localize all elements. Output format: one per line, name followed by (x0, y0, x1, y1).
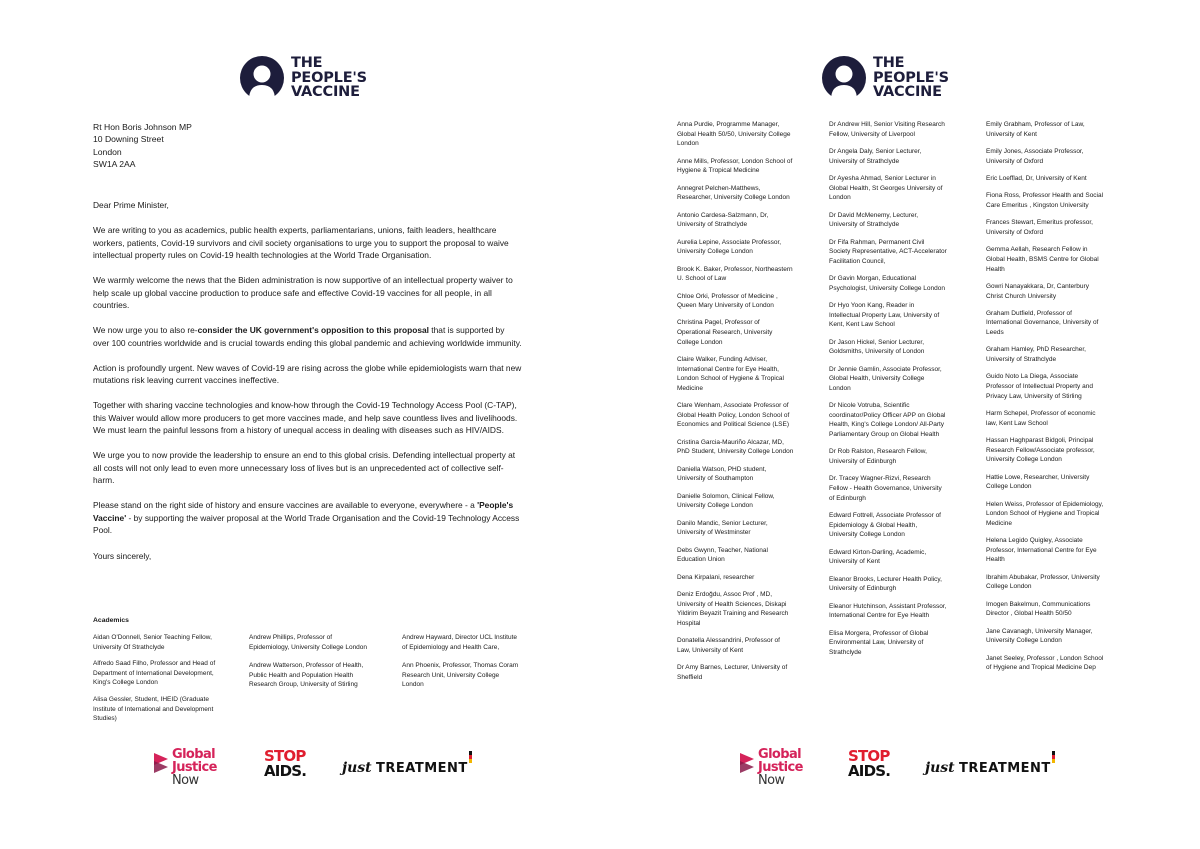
signatory: Dr David McMenemy, Lecturer, University of Strathclyde (829, 211, 919, 229)
signatory: Ibrahim Abubakar, Professor, University College London (986, 573, 1100, 591)
logo-wordmark: THE PEOPLE'S VACCINE (873, 55, 949, 101)
signatory: Dr Rob Ralston, Research Fellow, University of Edinburgh (829, 448, 927, 465)
signatory: Edward Fottrell, Associate Professor of Epidemiology & Global Health, University College London (829, 511, 941, 539)
signatory: Gemma Aellah, Research Fellow in Global Health, BSMS Centre for Global Health (986, 246, 1099, 273)
signatory: Emily Jones, Associate Professor, University of Oxford (986, 147, 1084, 165)
paragraph: We urge you to now provide the leadership to ensure an end to this global crisis. Defending intellectual property at all costs will not only lead to even more unnecessary loss of lives but is an unprecedented act of collective self-harm. (93, 450, 516, 486)
signatory: Daniella Watson, PHD student, University of Southampton (677, 465, 767, 483)
signatory: Ann Phoenix, Professor, Thomas Coram Research Unit, University College London (402, 662, 519, 689)
signatory: Elisa Morgera, Professor of Global Environmental Law, University of Strathclyde (829, 629, 929, 656)
person-silhouette-icon (240, 56, 284, 100)
signatory: Graham Hamley, PhD Researcher, University of Strathclyde (986, 346, 1086, 364)
gjn-arrows-icon (153, 750, 171, 776)
partner-logos: Global Justice Now STOP AIDS. just TREATMENT (739, 748, 1069, 794)
stop-aids-logo: STOP AIDS. (264, 747, 307, 780)
salutation: Dear Prime Minister, (93, 200, 169, 210)
signatory: Alfredo Saad Filho, Professor and Head of Department of International Development, King's College London (93, 660, 216, 687)
signatory: Andrew Watterson, Professor of Health, Public Health and Population Health Research Group, University of Stirling (249, 662, 364, 689)
signatory: Andrew Phillips, Professor of Epidemiology, University College London (249, 634, 368, 651)
signatory: Helen Weiss, Professor of Epidemiology, London School of Hygiene and Tropical Medicine (986, 500, 1104, 527)
signatory: Dr Fifa Rahman, Permanent Civil Society Representative, ACT-Accelerator Facilitation Council, (829, 238, 947, 265)
signatory: Cristina Garcia-Mauriño Alcazar, MD, PhD Student, University College London (677, 438, 794, 456)
just-treatment-logo: just TREATMENT (925, 760, 1051, 776)
signatory: Dr. Tracey Wagner-Rizvi, Research Fellow - Health Governance, University of Edinburgh (829, 475, 942, 502)
gjn-arrows-icon (739, 750, 757, 776)
signatory: Dr Jennie Gamlin, Associate Professor, Global Health, University College London (829, 365, 942, 392)
signatory-column (402, 633, 522, 697)
signatory: Fiona Ross, Professor Health and Social Care Emeritus , Kingston University (986, 192, 1104, 209)
signatory: Anna Purdie, Programme Manager, Global Health 50/50, University College London (677, 121, 791, 148)
signatory: Christina Pagel, Professor of Operational Research, University College London (677, 319, 773, 346)
letter-body (93, 199, 523, 575)
paragraph: We are writing to you as academics, public health experts, parliamentarians, unions, faith leaders, healthcare workers, patients, Covid-19 survivors and civil society organisations to urge you to support the proposal to waive intellectual property rules on Covid-19 health technologies at the World Trade Organisation. (93, 225, 509, 261)
signatory-column (677, 120, 795, 690)
signatory: Gowri Nanayakkara, Dr, Canterbury Christ Church University (986, 282, 1089, 300)
signatory-column (986, 120, 1104, 681)
recipient-address: Rt Hon Boris Johnson MP 10 Downing Street London SW1A 2AA (93, 122, 192, 170)
peoples-vaccine-logo (240, 56, 367, 100)
signatory: Danielle Solomon, Clinical Fellow, University College London (677, 492, 775, 510)
signatory: Emily Grabham, Professor of Law, University of Kent (986, 121, 1085, 138)
signatory: Dr Angela Daly, Senior Lecturer, University of Strathclyde (829, 147, 922, 165)
signatory: Hattie Lowe, Researcher, University College London (986, 473, 1090, 491)
signatory: Alisa Gessler, Student, IHEID (Graduate Institute of International and Development Studies) (93, 695, 214, 723)
stop-aids-logo: STOP AIDS. (848, 747, 891, 780)
signatory: Dr Amy Barnes, Lecturer, University of Sheffield (677, 664, 788, 681)
signatory: Dena Kirpalani, researcher (677, 573, 755, 581)
signatory: Guido Noto La Diega, Associate Professor of Intellectual Property and Privacy Law, University of Stirling (986, 373, 1093, 400)
signatory: Brook K. Baker, Professor, Northeastern U. School of Law (677, 265, 793, 283)
paragraph: We now urge you to also re-consider the UK government's opposition to this proposal that is supported by over 100 countries worldwide and is crucial towards ending this global pandemic and achieving worldwide immunity. (93, 325, 522, 348)
signatory-column (829, 120, 947, 665)
signatory: Dr Nicole Votruba, Scientific coordinator/Policy Officer APP on Global Health, King's College London/ All-Party Parliamentary Group on Global Health (829, 402, 946, 439)
signatory: Andrew Hayward, Director UCL Institute of Epidemiology and Health Care, (402, 634, 517, 651)
signatory-column (249, 633, 371, 697)
signatory: Dr Jason Hickel, Senior Lecturer, Goldsmiths, University of London (829, 338, 925, 356)
signatory: Eleanor Hutchinson, Assistant Professor, International Centre for Eye Health (829, 602, 947, 620)
partner-logos: Global Justice Now STOP AIDS. just TREATMENT (153, 748, 483, 794)
signatory: Frances Stewart, Emeritus professor, University of Oxford (986, 219, 1093, 236)
signatory: Anne Mills, Professor, London School of Hygiene & Tropical Medicine (677, 157, 793, 175)
signatory: Eric Loefflad, Dr, University of Kent (986, 174, 1087, 182)
paragraph: Please stand on the right side of history and ensure vaccines are available to everyone, everywhere - a 'People's Vaccine' - by supporting the waiver proposal at the World Trade Organisation and the Covid-19 Technology Access Pool. (93, 500, 520, 536)
closing: Yours sincerely, (93, 550, 152, 561)
signatory-column (93, 633, 231, 731)
paragraph: Action is profoundly urgent. New waves of Covid-19 are rising across the globe while epidemiologists warn that new mutations risk leaving current vaccines ineffective. (93, 362, 522, 386)
signatory: Harm Schepel, Professor of economic law, Kent Law School (986, 410, 1096, 427)
signatory: Helena Legido Quigley, Associate Professor, International Centre for Eye Health (986, 537, 1097, 564)
flag-dots-icon (469, 751, 472, 763)
person-silhouette-icon (822, 56, 866, 100)
signatory: Aidan O'Donnell, Senior Teaching Fellow, University Of Strathclyde (93, 634, 212, 651)
signatory: Hassan Haghparast Bidgoli, Principal Research Fellow/Associate professor, University College London (986, 437, 1095, 464)
signatory: Edward Kirton-Darling, Academic, University of Kent (829, 548, 927, 566)
academics-heading: Academics (93, 617, 129, 624)
just-treatment-logo: just TREATMENT (342, 760, 468, 776)
signatory: Dr Gavin Morgan, Educational Psychologist, University College London (829, 275, 945, 292)
peoples-vaccine-logo (822, 56, 949, 100)
signatory: Donatella Alessandrini, Professor of Law, University of Kent (677, 637, 780, 654)
signatory: Graham Dutfield, Professor of International Governance, University of Leeds (986, 309, 1099, 337)
signatory: Jane Cavanagh, University Manager, University College London (986, 627, 1093, 645)
signatory: Chloe Orki, Professor of Medicine , Queen Mary University of London (677, 292, 778, 310)
signatory: Dr Ayesha Ahmad, Senior Lecturer in Global Health, St Georges University of London (829, 174, 943, 202)
letter-page-right (600, 0, 1200, 849)
paragraph: Together with sharing vaccine technologies and know-how through the Covid-19 Technology Access Pool (C-TAP), this Waiver would allow more producers to get more vaccines made, and help save countless lives and livelihoods. We must learn the painful lessons from a history of unequal access in dealing with diseases such as HIV/AIDS. (93, 400, 518, 436)
paragraph: We warmly welcome the news that the Biden administration is now supportive of an intellectual property waiver to help scale up global vaccine production to produce safe and effective Covid-19 vaccines for all people, in all countries. (93, 275, 513, 311)
signatory: Antonio Cardesa-Salzmann, Dr, University of Strathclyde (677, 211, 769, 229)
signatory: Aurelia Lepine, Associate Professor, University College London (677, 238, 782, 256)
signatory: Eleanor Brooks, Lecturer Health Policy, University of Edinburgh (829, 575, 942, 593)
signatory: Deniz Erdoğdu, Assoc Prof , MD, University of Health Sciences, Diskapi Yildirim Beyazit Training and Research Hospital (677, 591, 789, 627)
flag-dots-icon (1052, 751, 1055, 763)
signatory: Clare Wenham, Associate Professor of Global Health Policy, London School of Economics and Political Science (LSE) (677, 402, 790, 429)
logo-wordmark: THE PEOPLE'S VACCINE (291, 55, 367, 101)
signatory: Dr Andrew Hill, Senior Visiting Research Fellow, University of Liverpool (829, 121, 945, 138)
signatory: Dr Hyo Yoon Kang, Reader in Intellectual Property Law, University of Kent, Kent Law School (829, 302, 940, 329)
signatory: Annegret Pelchen-Matthews, Researcher, University College London (677, 184, 790, 202)
signatory: Debs Gwynn, Teacher, National Education Union (677, 546, 768, 564)
signatory: Danilo Mandic, Senior Lecturer, University of Westminster (677, 519, 768, 537)
signatory: Claire Walker, Funding Adviser, International Centre for Eye Health, London School of Hygiene & Tropical Medicine (677, 356, 784, 392)
signatory: Janet Seeley, Professor , London School of Hygiene and Tropical Medicine Dep (986, 654, 1104, 672)
signatory: Imogen Bakelmun, Communications Director , Global Health 50/50 (986, 600, 1091, 618)
